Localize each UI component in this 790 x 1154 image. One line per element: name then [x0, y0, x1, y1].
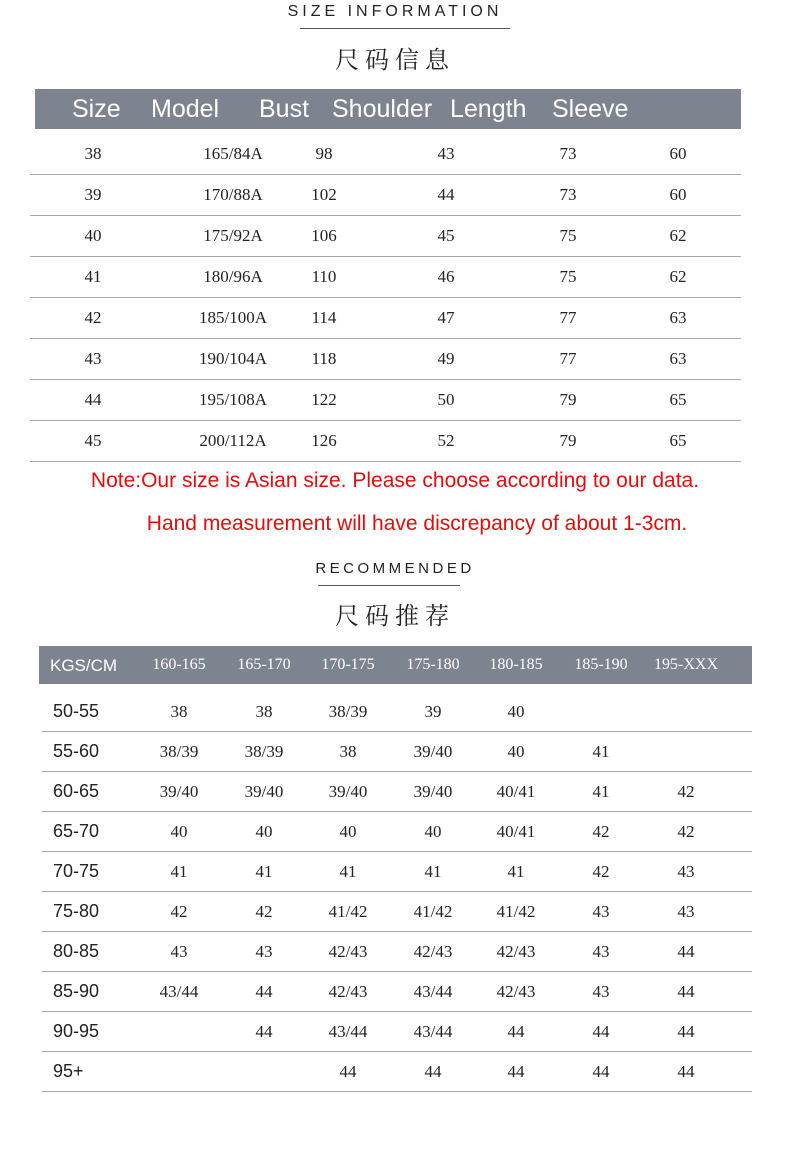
- weight-range-label: 60-65: [53, 781, 100, 801]
- header-height-range: 195-XXX: [654, 656, 718, 673]
- recommended-size-cell: 43: [170, 942, 188, 961]
- size-info-cell: 170/88A: [203, 185, 263, 204]
- size-info-cell: 63: [669, 349, 687, 368]
- recommended-size-cell: 38/39: [159, 742, 199, 761]
- size-info-cell: 75: [559, 226, 577, 245]
- recommended-size-cell: 43/44: [328, 1022, 368, 1041]
- size-info-cell: 39: [84, 185, 102, 204]
- recommended-row: [42, 1012, 752, 1052]
- recommended-size-cell: 41: [339, 862, 357, 881]
- recommended-title-en: RECOMMENDED: [315, 560, 475, 577]
- recommended-size-cell: 44: [677, 942, 695, 961]
- recommended-size-cell: 44: [339, 1062, 357, 1081]
- recommended-size-cell: 38: [170, 702, 188, 721]
- size-info-row: [30, 134, 741, 175]
- size-info-cell: 62: [669, 226, 687, 245]
- recommended-size-cell: 40/41: [496, 822, 536, 841]
- header-kgs-cm: KGS/CM: [50, 656, 118, 675]
- size-info-cell: 75: [559, 267, 577, 286]
- note-asian-size: Note:Our size is Asian size. Please choose according to our data.: [90, 469, 700, 492]
- weight-range-label: 85-90: [53, 981, 100, 1001]
- size-info-table: [35, 89, 741, 450]
- recommended-title-zh: 尺码推荐: [335, 602, 455, 630]
- size-info-cell: 165/84A: [203, 144, 263, 163]
- recommended-row: [42, 812, 752, 852]
- recommended-size-cell: 41: [507, 862, 525, 881]
- recommended-row: [42, 932, 752, 972]
- recommended-title-divider: [318, 585, 460, 586]
- size-info-title-zh: 尺码信息: [335, 46, 455, 74]
- size-info-cell: 122: [311, 390, 337, 409]
- size-info-row: [30, 339, 741, 380]
- recommended-size-cell: 44: [507, 1062, 525, 1081]
- recommended-size-cell: 41/42: [496, 902, 536, 921]
- recommended-size-cell: 42: [677, 782, 695, 801]
- recommended-size-cell: 39/40: [328, 782, 368, 801]
- recommended-size-cell: 42: [170, 902, 188, 921]
- recommended-header-row: [39, 646, 752, 684]
- size-info-row: [30, 380, 741, 421]
- recommended-size-cell: 39/40: [244, 782, 284, 801]
- size-info-row: [30, 421, 741, 462]
- recommended-size-cell: 41/42: [413, 902, 453, 921]
- recommended-size-cell: 42: [677, 822, 695, 841]
- recommended-size-cell: 38/39: [328, 702, 368, 721]
- size-info-cell: 79: [559, 431, 577, 450]
- size-info-row: [30, 298, 741, 339]
- recommended-size-cell: 42/43: [328, 982, 368, 1001]
- recommended-size-cell: 41: [424, 862, 442, 881]
- size-info-cell: 98: [315, 144, 333, 163]
- size-info-cell: 60: [669, 185, 687, 204]
- recommended-size-cell: 42/43: [413, 942, 453, 961]
- recommended-size-cell: 43: [677, 862, 695, 881]
- recommended-size-cell: 44: [592, 1062, 610, 1081]
- weight-range-label: 80-85: [53, 941, 100, 961]
- recommended-size-cell: 42/43: [496, 982, 536, 1001]
- recommended-size-cell: 40: [507, 742, 525, 761]
- size-info-cell: 73: [559, 185, 577, 204]
- size-info-cell: 102: [311, 185, 337, 204]
- size-info-title-divider: [300, 28, 510, 29]
- recommended-size-cell: 44: [592, 1022, 610, 1041]
- size-info-row: [30, 257, 741, 298]
- size-info-cell: 77: [559, 349, 577, 368]
- recommended-size-cell: 44: [677, 982, 695, 1001]
- recommended-size-cell: 42: [255, 902, 273, 921]
- weight-range-label: 75-80: [53, 901, 100, 921]
- size-info-cell: 46: [437, 267, 455, 286]
- recommended-size-cell: 44: [677, 1022, 695, 1041]
- size-info-cell: 73: [559, 144, 577, 163]
- size-info-cell: 195/108A: [199, 390, 267, 409]
- size-info-cell: 52: [437, 431, 455, 450]
- recommended-size-cell: 38: [255, 702, 273, 721]
- size-info-cell: 190/104A: [199, 349, 267, 368]
- size-info-cell: 44: [84, 390, 102, 409]
- size-info-cell: 79: [559, 390, 577, 409]
- recommended-size-cell: 39/40: [159, 782, 199, 801]
- size-info-cell: 77: [559, 308, 577, 327]
- recommended-size-cell: 44: [677, 1062, 695, 1081]
- size-info-cell: 49: [437, 349, 455, 368]
- recommended-row: [42, 1052, 752, 1092]
- recommended-size-cell: 39/40: [413, 742, 453, 761]
- header-height-range: 185-190: [574, 656, 628, 673]
- recommended-size-cell: 41: [170, 862, 188, 881]
- weight-range-label: 95+: [53, 1061, 84, 1081]
- weight-range-label: 90-95: [53, 1021, 100, 1041]
- header-model: Model: [151, 95, 220, 123]
- size-info-cell: 110: [311, 267, 337, 286]
- recommended-size-cell: 41/42: [328, 902, 368, 921]
- recommended-size-cell: 44: [255, 1022, 273, 1041]
- size-info-cell: 42: [84, 308, 102, 327]
- recommended-size-cell: 42: [592, 862, 610, 881]
- size-info-cell: 180/96A: [203, 267, 263, 286]
- size-info-cell: 106: [311, 226, 337, 245]
- size-info-cell: 45: [84, 431, 102, 450]
- header-length: Length: [450, 95, 527, 123]
- recommended-size-cell: 43/44: [159, 982, 199, 1001]
- recommended-size-cell: 42/43: [328, 942, 368, 961]
- header-height-range: 170-175: [321, 656, 375, 673]
- size-info-cell: 38: [84, 144, 102, 163]
- size-info-cell: 41: [84, 267, 102, 286]
- size-info-cell: 175/92A: [203, 226, 263, 245]
- weight-range-label: 65-70: [53, 821, 100, 841]
- size-info-cell: 44: [437, 185, 455, 204]
- recommended-size-cell: 41: [592, 742, 610, 761]
- recommended-size-cell: 43: [677, 902, 695, 921]
- recommended-size-cell: 41: [255, 862, 273, 881]
- size-info-cell: 65: [669, 390, 687, 409]
- recommended-size-cell: 40: [507, 702, 525, 721]
- recommended-row: [42, 972, 752, 1012]
- recommended-size-cell: 42: [592, 822, 610, 841]
- size-info-header-row: [35, 89, 741, 129]
- size-info-cell: 62: [669, 267, 687, 286]
- size-info-cell: 60: [669, 144, 687, 163]
- recommended-size-cell: 40: [424, 822, 442, 841]
- recommended-size-cell: 38: [339, 742, 357, 761]
- size-info-cell: 118: [311, 349, 337, 368]
- recommended-row: [42, 852, 752, 892]
- recommended-size-cell: 43: [592, 902, 610, 921]
- size-info-row: [30, 216, 741, 257]
- weight-range-label: 50-55: [53, 701, 100, 721]
- size-info-cell: 126: [311, 431, 337, 450]
- size-info-cell: 45: [437, 226, 455, 245]
- size-info-cell: 114: [311, 308, 337, 327]
- size-info-cell: 65: [669, 431, 687, 450]
- note-measurement-discrepancy: Hand measurement will have discrepancy of about 1-3cm.: [146, 512, 688, 535]
- recommended-row: [42, 692, 752, 732]
- recommended-size-cell: 40: [255, 822, 273, 841]
- recommended-rows: [42, 692, 752, 1092]
- size-info-title-en: SIZE INFORMATION: [287, 3, 503, 20]
- recommended-table: [39, 646, 752, 1081]
- header-size: Size: [72, 95, 121, 123]
- size-info-row: [30, 175, 741, 216]
- recommended-size-cell: 43: [255, 942, 273, 961]
- weight-range-label: 70-75: [53, 861, 100, 881]
- recommended-size-cell: 44: [507, 1022, 525, 1041]
- size-info-cell: 200/112A: [199, 431, 267, 450]
- recommended-size-cell: 38/39: [244, 742, 284, 761]
- header-bust: Bust: [259, 95, 310, 123]
- recommended-size-cell: 41: [592, 782, 610, 801]
- header-shoulder: Shoulder: [332, 95, 433, 123]
- recommended-size-cell: 44: [255, 982, 273, 1001]
- recommended-size-cell: 43: [592, 982, 610, 1001]
- size-info-cell: 63: [669, 308, 687, 327]
- recommended-size-cell: 40: [170, 822, 188, 841]
- recommended-size-cell: 40/41: [496, 782, 536, 801]
- recommended-size-cell: 44: [424, 1062, 442, 1081]
- recommended-size-cell: 42/43: [496, 942, 536, 961]
- recommended-row: [42, 732, 752, 772]
- header-height-range: 180-185: [489, 656, 543, 673]
- size-info-cell: 50: [437, 390, 455, 409]
- header-sleeve: Sleeve: [552, 95, 629, 123]
- size-info-rows: [30, 134, 741, 462]
- header-height-range: 160-165: [152, 656, 206, 673]
- size-info-cell: 43: [84, 349, 102, 368]
- size-info-cell: 43: [437, 144, 455, 163]
- header-height-range: 165-170: [237, 656, 291, 673]
- header-height-range: 175-180: [406, 656, 460, 673]
- recommended-size-cell: 43: [592, 942, 610, 961]
- recommended-row: [42, 892, 752, 932]
- recommended-size-cell: 43/44: [413, 982, 453, 1001]
- size-info-cell: 185/100A: [199, 308, 267, 327]
- recommended-size-cell: 40: [339, 822, 357, 841]
- size-info-cell: 40: [84, 226, 102, 245]
- recommended-size-cell: 43/44: [413, 1022, 453, 1041]
- recommended-size-cell: 39/40: [413, 782, 453, 801]
- size-info-cell: 47: [437, 308, 455, 327]
- recommended-row: [42, 772, 752, 812]
- weight-range-label: 55-60: [53, 741, 100, 761]
- recommended-size-cell: 39: [424, 702, 442, 721]
